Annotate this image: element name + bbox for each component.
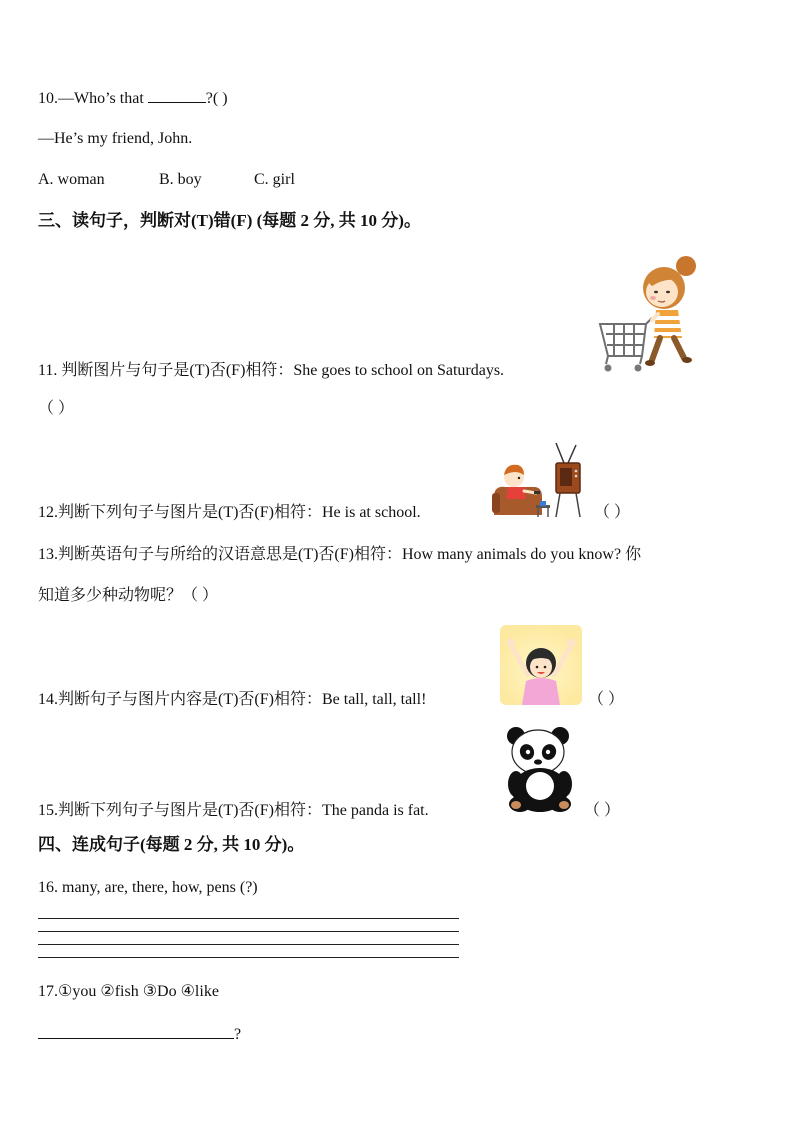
q10-stem — [38, 88, 228, 109]
q15-answer-paren[interactable]: （ ） — [584, 802, 621, 819]
q12-text: 12.判断下列句子与图片是(T)否(F)相符：He is at school. — [38, 504, 421, 521]
q17-text: 17.①you ②fish ③Do ④like — [38, 983, 219, 1000]
q10-option-a: A. woman — [38, 171, 105, 188]
boy-tv-image — [490, 441, 590, 521]
q16-answer-line-4[interactable] — [38, 957, 459, 958]
q16-answer-line-1[interactable] — [38, 918, 459, 919]
q13-line2: 知道多少种动物呢？（ ） — [38, 587, 219, 604]
q17-answer — [38, 1024, 241, 1045]
q10-answer-blank[interactable] — [148, 88, 206, 103]
section3-heading: 三、读句子，判断对(T)错(F) (每题 2 分, 共 10 分)。 — [38, 211, 421, 230]
q10-stem-text: 10.—Who’s that — [38, 90, 148, 107]
q10-paren: ?( ) — [205, 90, 228, 107]
q14-text: 14.判断句子与图片内容是(T)否(F)相符：Be tall, tall, tall! — [38, 691, 427, 708]
section4-heading: 四、连成句子(每题 2 分, 共 10 分)。 — [38, 835, 305, 854]
panda-image — [500, 722, 580, 814]
q10-option-c: C. girl — [254, 171, 295, 188]
q12-answer-paren[interactable]: （ ） — [594, 504, 631, 521]
q10-option-b: B. boy — [159, 171, 202, 188]
q15-text: 15.判断下列句子与图片是(T)否(F)相符：The panda is fat. — [38, 802, 429, 819]
q10-reply: —He’s my friend, John. — [38, 130, 193, 147]
q16-answer-line-3[interactable] — [38, 944, 459, 945]
q11-answer-paren[interactable]: （ ） — [38, 400, 75, 417]
q16-answer-line-2[interactable] — [38, 931, 459, 932]
q11-text: 11. 判断图片与句子是(T)否(F)相符：She goes to school on Saturdays. — [38, 362, 505, 379]
q13-line1: 13.判断英语句子与所给的汉语意思是(T)否(F)相符：How many animals do you know? 你 — [38, 546, 642, 563]
q10-options — [38, 170, 295, 190]
girl-arms-up-image — [500, 625, 582, 705]
q17-question-mark: ? — [234, 1026, 242, 1043]
q14-answer-paren[interactable]: （ ） — [588, 691, 625, 708]
girl-shopping-cart-image — [596, 252, 702, 374]
q16-text: 16. many, are, there, how, pens (?) — [38, 879, 258, 896]
q17-answer-blank[interactable] — [38, 1024, 234, 1039]
